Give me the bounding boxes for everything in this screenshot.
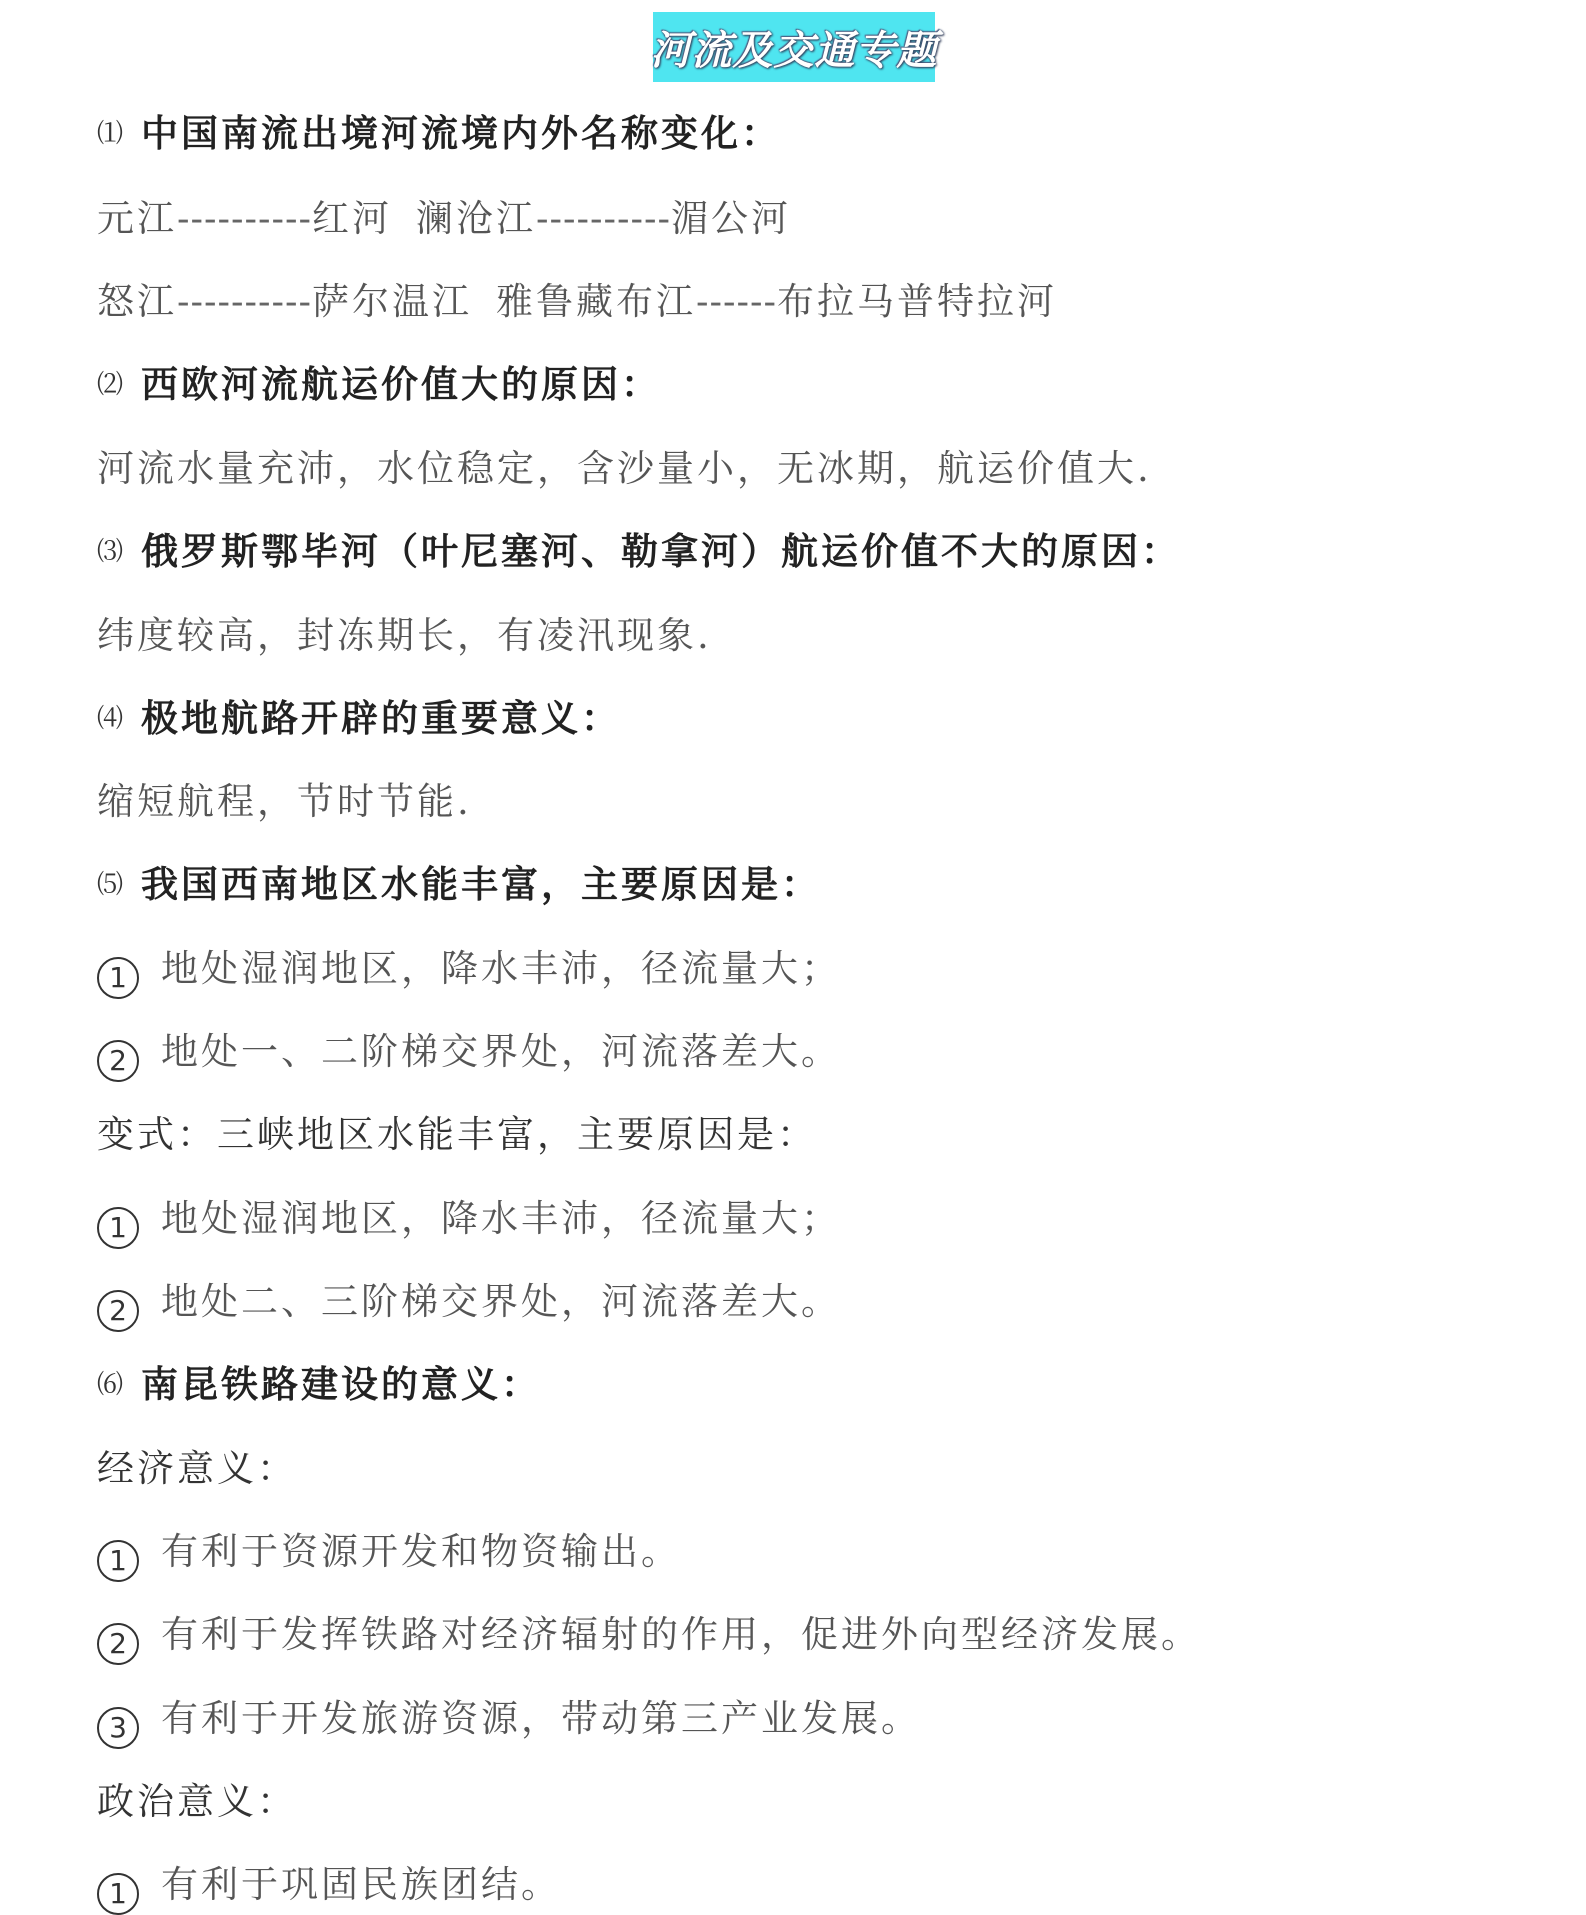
river-name: 湄公河 — [671, 197, 792, 240]
list-item-text: 有利于巩固民族团结。 — [161, 1863, 561, 1906]
section-heading-text: 我国西南地区水能丰富，主要原因是： — [141, 862, 822, 906]
river-name: 红河 — [312, 197, 393, 240]
circled-number: 1 — [97, 957, 139, 999]
river-name: 布拉马普特拉河 — [777, 280, 1058, 323]
list-item — [97, 1863, 561, 1915]
river-name-row-1 — [97, 197, 792, 240]
section-3-answer: 纬度较高，封冻期长，有凌汛现象. — [97, 614, 712, 657]
list-item-text: 有利于发挥铁路对经济辐射的作用，促进外向型经济发展。 — [161, 1613, 1201, 1656]
list-item — [97, 1197, 841, 1249]
section-number: ⑸ — [97, 870, 124, 900]
list-item-text: 有利于资源开发和物资输出。 — [161, 1530, 681, 1573]
section-heading-text: 南昆铁路建设的意义： — [141, 1362, 542, 1406]
circled-number: 2 — [97, 1290, 139, 1332]
section-5-heading — [97, 862, 822, 906]
section-2-heading — [97, 362, 662, 406]
circled-number: 1 — [97, 1873, 139, 1915]
section-6-heading — [97, 1362, 542, 1406]
list-item-text: 地处二、三阶梯交界处，河流落差大。 — [161, 1280, 841, 1323]
list-item — [97, 1280, 841, 1332]
circled-number: 1 — [97, 1207, 139, 1249]
section-number: ⑶ — [97, 537, 124, 567]
section-heading-text: 极地航路开辟的重要意义： — [141, 696, 622, 740]
list-item-text: 地处一、二阶梯交界处，河流落差大。 — [161, 1030, 841, 1073]
river-name: 澜沧江 — [416, 197, 537, 240]
river-name: 萨尔温江 — [312, 280, 473, 323]
dash-separator: ---------- — [536, 197, 672, 240]
circled-number: 1 — [97, 1540, 139, 1582]
political-label: 政治意义： — [97, 1780, 297, 1823]
circled-number: 2 — [97, 1623, 139, 1665]
list-item — [97, 947, 841, 999]
list-item — [97, 1530, 681, 1582]
variant-heading: 变式：三峡地区水能丰富，主要原因是： — [97, 1113, 817, 1156]
dash-separator: ---------- — [177, 280, 313, 323]
list-item — [97, 1613, 1201, 1665]
section-number: ⑷ — [97, 704, 124, 734]
section-heading-text: 中国南流出境河流境内外名称变化： — [141, 111, 782, 155]
section-4-heading — [97, 696, 622, 740]
section-number: ⑵ — [97, 370, 124, 400]
title-banner — [650, 12, 938, 82]
list-item-text: 地处湿润地区，降水丰沛，径流量大； — [161, 1197, 841, 1240]
section-3-heading — [97, 529, 1182, 573]
dash-separator: ---------- — [177, 197, 313, 240]
river-name: 怒江 — [97, 280, 177, 323]
list-item — [97, 1697, 921, 1749]
section-number: ⑴ — [97, 119, 124, 149]
section-2-answer: 河流水量充沛，水位稳定，含沙量小，无冰期，航运价值大. — [97, 447, 1152, 490]
section-heading-text: 俄罗斯鄂毕河（叶尼塞河、勒拿河）航运价值不大的原因： — [141, 529, 1182, 573]
river-name-row-2 — [97, 280, 1058, 323]
river-name: 元江 — [97, 197, 177, 240]
circled-number: 2 — [97, 1040, 139, 1082]
section-4-answer: 缩短航程，节时节能. — [97, 780, 472, 823]
section-number: ⑹ — [97, 1370, 124, 1400]
page-title: 河流及交通专题 — [650, 27, 938, 74]
dash-separator: ------ — [696, 280, 778, 323]
section-heading-text: 西欧河流航运价值大的原因： — [141, 362, 662, 406]
section-1-heading — [97, 111, 782, 155]
economic-label: 经济意义： — [97, 1447, 297, 1490]
list-item-text: 有利于开发旅游资源，带动第三产业发展。 — [161, 1697, 921, 1740]
list-item-text: 地处湿润地区，降水丰沛，径流量大； — [161, 947, 841, 990]
list-item — [97, 1030, 841, 1082]
circled-number: 3 — [97, 1707, 139, 1749]
river-name: 雅鲁藏布江 — [496, 280, 697, 323]
